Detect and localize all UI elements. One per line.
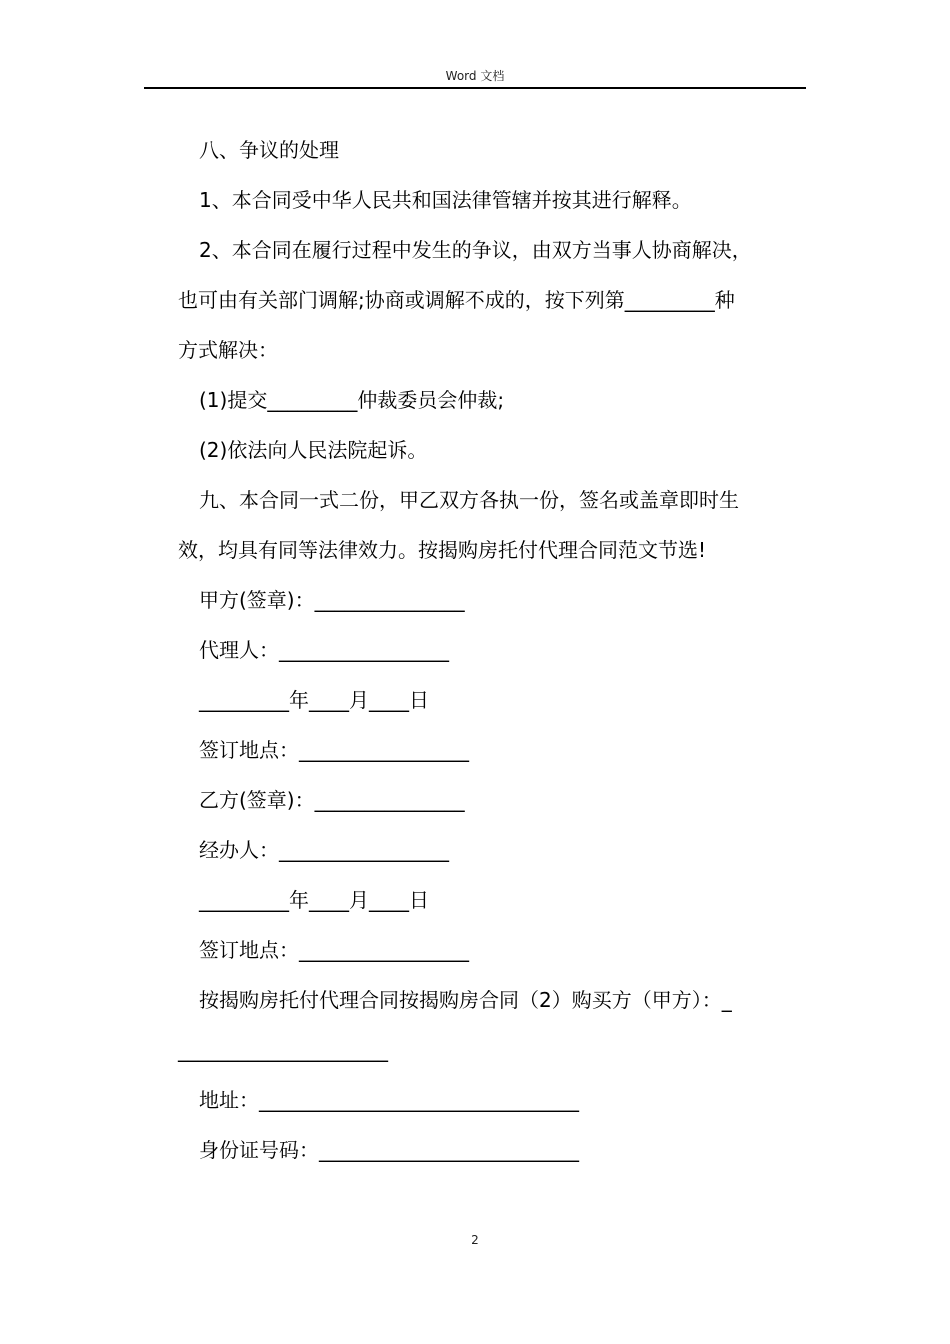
party-a-signature-line: 甲方(签章)：_______________	[199, 588, 465, 612]
paragraph-line: 2、本合同在履行过程中发生的争议，由双方当事人协商解决，	[199, 238, 752, 262]
paragraph-line: 1、本合同受中华人民共和国法律管辖并按其进行解释。	[199, 188, 692, 212]
paragraph-line: (2)依法向人民法院起诉。	[199, 438, 428, 462]
blank-line: _____________________	[178, 1038, 388, 1062]
signing-location-line: 签订地点：_________________	[199, 738, 469, 762]
paragraph-line: 九、本合同一式二份，甲乙双方各执一份，签名或盖章即时生	[199, 488, 739, 512]
signing-location-line: 签订地点：_________________	[199, 938, 469, 962]
paragraph-line: 效，均具有同等法律效力。按揭购房托付代理合同范文节选!	[178, 538, 707, 562]
header-divider	[144, 87, 806, 89]
document-header-title: Word 文档	[445, 69, 505, 83]
address-line: 地址：________________________________	[199, 1088, 579, 1112]
date-line: _________年____月____日	[199, 688, 429, 712]
party-b-signature-line: 乙方(签章)：_______________	[199, 788, 465, 812]
id-number-line: 身份证号码：__________________________	[199, 1138, 579, 1162]
section-heading-disputes: 八、争议的处理	[199, 138, 339, 162]
paragraph-line: 也可由有关部门调解;协商或调解不成的，按下列第_________种	[178, 288, 735, 312]
page-number: 2	[471, 1233, 479, 1247]
agent-line: 代理人：_________________	[199, 638, 449, 662]
paragraph-line: (1)提交_________仲裁委员会仲裁;	[199, 388, 505, 412]
handler-line: 经办人：_________________	[199, 838, 449, 862]
date-line: _________年____月____日	[199, 888, 429, 912]
paragraph-line: 按揭购房托付代理合同按揭购房合同（2）购买方（甲方）：_	[199, 988, 732, 1012]
paragraph-line: 方式解决：	[178, 338, 278, 362]
